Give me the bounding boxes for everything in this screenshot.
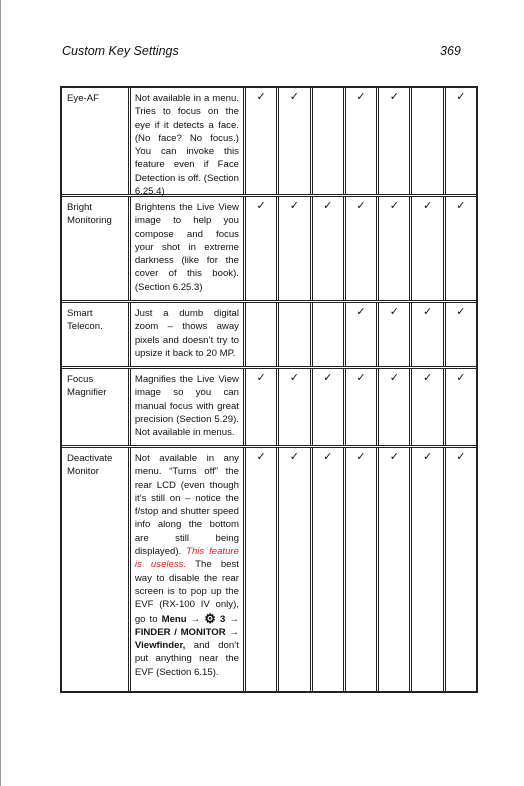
feature-name: Smart Telecon. bbox=[67, 308, 103, 332]
check-cell bbox=[409, 88, 442, 194]
check-mark-icon: ✓ bbox=[443, 197, 476, 300]
check-mark-icon: ✓ bbox=[443, 88, 476, 194]
warning-text: This feature is useless. bbox=[134, 546, 239, 571]
check-mark-icon: ✓ bbox=[343, 88, 376, 194]
feature-description: Brightens the Live View image to help you compose and focus your shot in extreme darkness (like for the cover of this book). (Section 6.25.3) bbox=[128, 197, 243, 300]
check-mark-icon: ✓ bbox=[343, 303, 376, 366]
check-mark-icon: ✓ bbox=[310, 369, 343, 445]
menu-label: Menu → bbox=[161, 613, 201, 625]
check-mark-icon: ✓ bbox=[443, 303, 476, 366]
gear-icon: ⚙ bbox=[204, 610, 216, 626]
table-row bbox=[62, 88, 476, 198]
check-cell bbox=[310, 88, 343, 194]
table-row bbox=[62, 445, 476, 691]
check-mark-icon: ✓ bbox=[443, 448, 476, 691]
table-row bbox=[62, 300, 476, 366]
custom-key-table bbox=[60, 86, 478, 693]
check-mark-icon: ✓ bbox=[243, 88, 276, 194]
check-mark-icon: ✓ bbox=[243, 448, 276, 691]
check-mark-icon: ✓ bbox=[376, 197, 409, 300]
check-mark-icon: ✓ bbox=[409, 197, 442, 300]
feature-description: Magnifies the Live View image so you can manual focus with great precision (Section 5.29). Not available in menus. bbox=[128, 369, 243, 445]
description-text: The best way to disable the rear screen is to pop up the EVF (RX-100 IV only), go to bbox=[134, 559, 239, 625]
check-mark-icon: ✓ bbox=[409, 303, 442, 366]
feature-name: Deactivate Monitor bbox=[67, 453, 113, 477]
check-mark-icon: ✓ bbox=[243, 369, 276, 445]
check-mark-icon: ✓ bbox=[376, 369, 409, 445]
description-text: Not available in any menu. “Turns off” the rear LCD (even though it’s still on – notice the f/stop and shutter speed info along the bottom are still being displayed). bbox=[134, 453, 239, 558]
check-mark-icon: ✓ bbox=[376, 303, 409, 366]
table-row bbox=[62, 194, 476, 300]
description-text: and don’t put anything near the EVF (Section 6.15). bbox=[134, 640, 239, 678]
feature-name: Eye-AF bbox=[67, 93, 99, 104]
check-cell bbox=[243, 303, 276, 366]
page-number: 369 bbox=[440, 44, 461, 58]
check-mark-icon: ✓ bbox=[409, 448, 442, 691]
feature-name: Bright Monitoring bbox=[67, 202, 112, 226]
menu-path: 3 → FINDER / MONITOR → Viewfinder, bbox=[134, 613, 239, 652]
feature-name: Focus Magnifier bbox=[67, 374, 107, 398]
check-mark-icon: ✓ bbox=[376, 88, 409, 194]
check-mark-icon: ✓ bbox=[443, 369, 476, 445]
table-row bbox=[62, 366, 476, 445]
check-mark-icon: ✓ bbox=[310, 197, 343, 300]
check-mark-icon: ✓ bbox=[343, 448, 376, 691]
check-mark-icon: ✓ bbox=[276, 88, 309, 194]
check-mark-icon: ✓ bbox=[376, 448, 409, 691]
check-mark-icon: ✓ bbox=[343, 197, 376, 300]
feature-description: Just a dumb digital zoom – thows away pixels and doesn’t try to upsize it back to 20 MP. bbox=[128, 303, 243, 366]
running-header-title: Custom Key Settings bbox=[62, 44, 179, 58]
feature-description: Not available in a menu. Tries to focus on the eye if it detects a face. (No face? No focus.) You can invoke this feature even if Face Detection is off. (Section 6.25.4) bbox=[128, 88, 243, 194]
check-mark-icon: ✓ bbox=[276, 369, 309, 445]
check-cell bbox=[276, 303, 309, 366]
check-mark-icon: ✓ bbox=[276, 448, 309, 691]
check-cell bbox=[310, 303, 343, 366]
feature-description bbox=[128, 448, 243, 691]
check-mark-icon: ✓ bbox=[343, 369, 376, 445]
check-mark-icon: ✓ bbox=[409, 369, 442, 445]
check-mark-icon: ✓ bbox=[276, 197, 309, 300]
check-mark-icon: ✓ bbox=[310, 448, 343, 691]
check-mark-icon: ✓ bbox=[243, 197, 276, 300]
page-edge-line bbox=[0, 0, 1, 786]
